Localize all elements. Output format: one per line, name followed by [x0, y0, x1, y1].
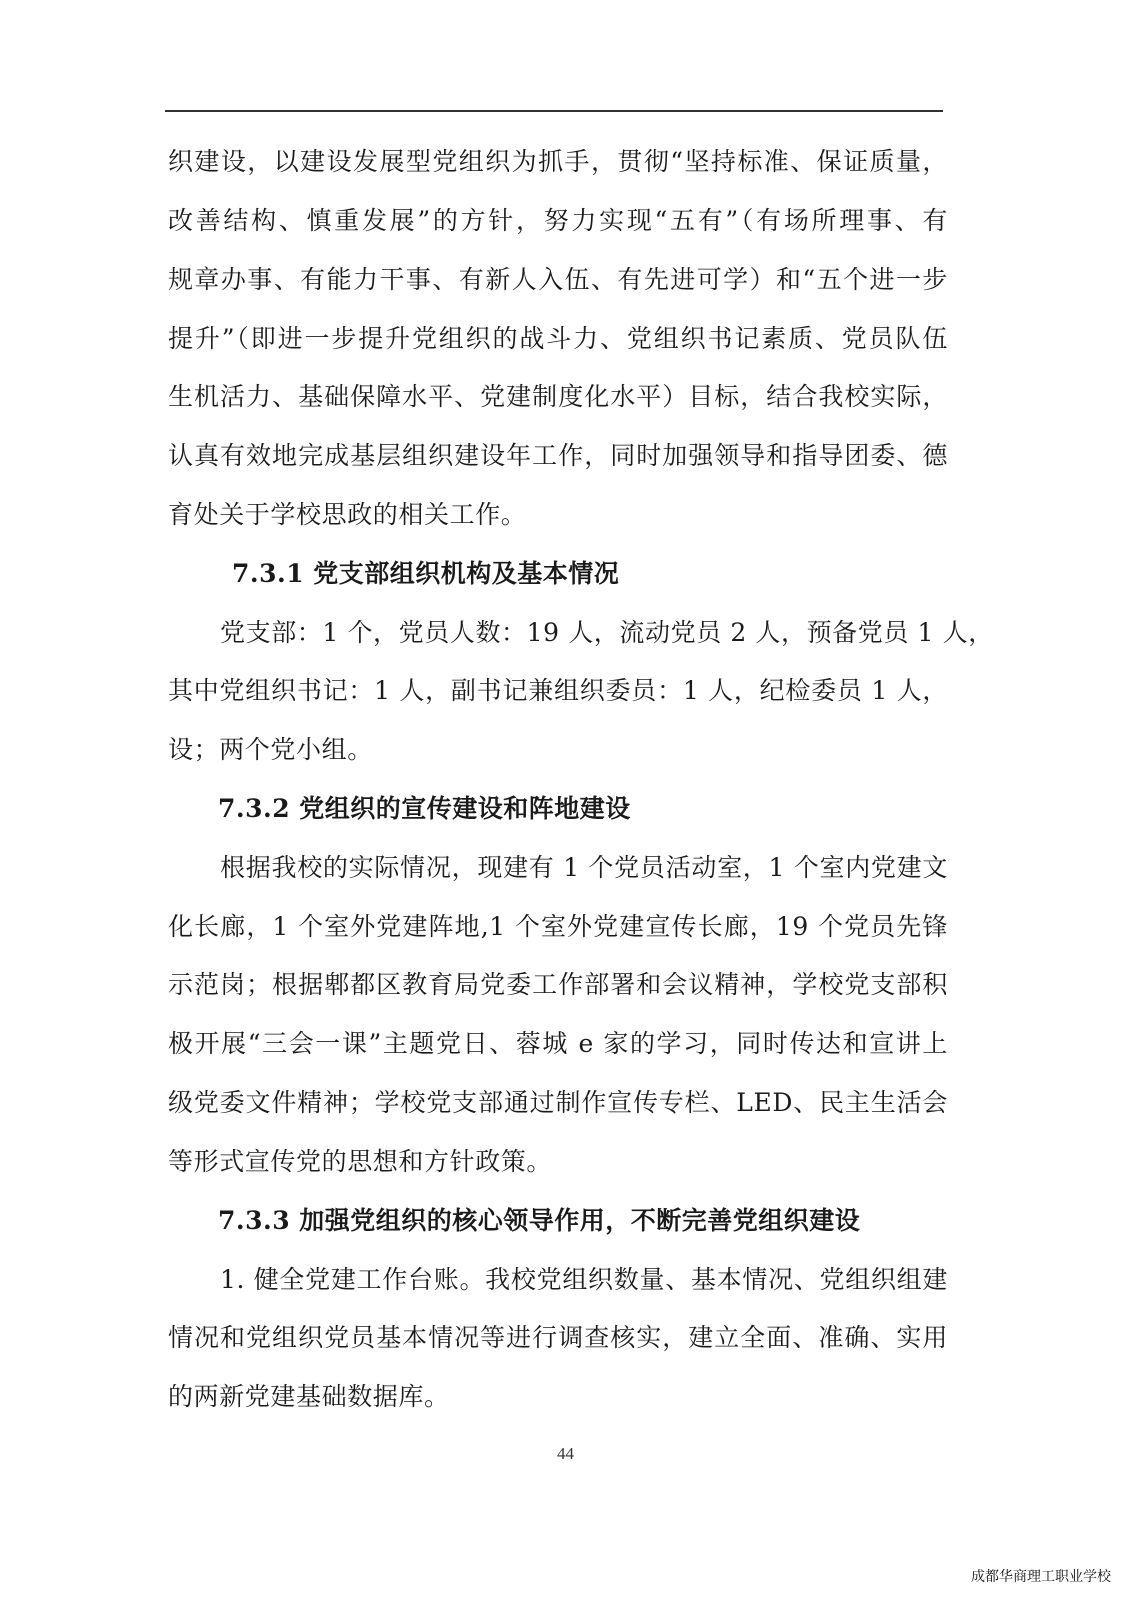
body-line: 根据我校的实际情况，现建有 1 个党员活动室，1 个室内党建文	[220, 853, 948, 882]
body-line: 织建设，以建设发展型党组织为抓手，贯彻“坚持标准、保证质量，	[168, 147, 948, 176]
body-line: 等形式宣传党的思想和方针政策。	[168, 1147, 553, 1176]
body-line: 规章办事、有能力干事、有新人入伍、有先进可学）和“五个进一步	[168, 265, 948, 294]
body-line: 极开展“三会一课”主题党日、蓉城 e 家的学习，同时传达和宣讲上	[168, 1029, 948, 1058]
footer-school-name: 成都华商理工职业学校	[971, 1569, 1111, 1585]
section-heading-7-3-3: 7.3.3 加强党组织的核心领导作用，不断完善党组织建设	[218, 1206, 861, 1235]
body-line: 化长廊，1 个室外党建阵地,1 个室外党建宣传长廊，19 个党员先锋	[168, 912, 948, 941]
body-line: 的两新党建基础数据库。	[168, 1382, 450, 1411]
body-line: 其中党组织书记：1 人，副书记兼组织委员：1 人，纪检委员 1 人，	[168, 676, 948, 705]
body-line: 示范岗；根据郫都区教育局党委工作部署和会议精神，学校党支部积	[168, 970, 948, 999]
body-line: 党支部：1 个，党员人数：19 人，流动党员 2 人，预备党员 1 人，	[220, 618, 994, 647]
body-line: 改善结构、慎重发展”的方针，努力实现“五有”（有场所理事、有	[168, 206, 948, 235]
section-heading-7-3-2: 7.3.2 党组织的宣传建设和阵地建设	[218, 794, 631, 823]
page-number: 44	[557, 1444, 574, 1463]
body-line: 设；两个党小组。	[168, 735, 373, 764]
body-line: 生机活力、基础保障水平、党建制度化水平）目标，结合我校实际，	[168, 382, 948, 411]
body-line: 1. 健全党建工作台账。我校党组织数量、基本情况、党组织组建	[220, 1265, 948, 1294]
body-line: 情况和党组织党员基本情况等进行调查核实，建立全面、准确、实用	[168, 1323, 948, 1352]
body-line: 认真有效地完成基层组织建设年工作，同时加强领导和指导团委、德	[168, 441, 948, 470]
body-line: 育处关于学校思政的相关工作。	[168, 500, 527, 529]
header-rule	[165, 110, 943, 112]
section-heading-7-3-1: 7.3.1 党支部组织机构及基本情况	[232, 559, 620, 588]
body-line: 提升”（即进一步提升党组织的战斗力、党组织书记素质、党员队伍	[168, 324, 948, 353]
body-line: 级党委文件精神；学校党支部通过制作宣传专栏、LED、民主生活会	[168, 1088, 948, 1117]
